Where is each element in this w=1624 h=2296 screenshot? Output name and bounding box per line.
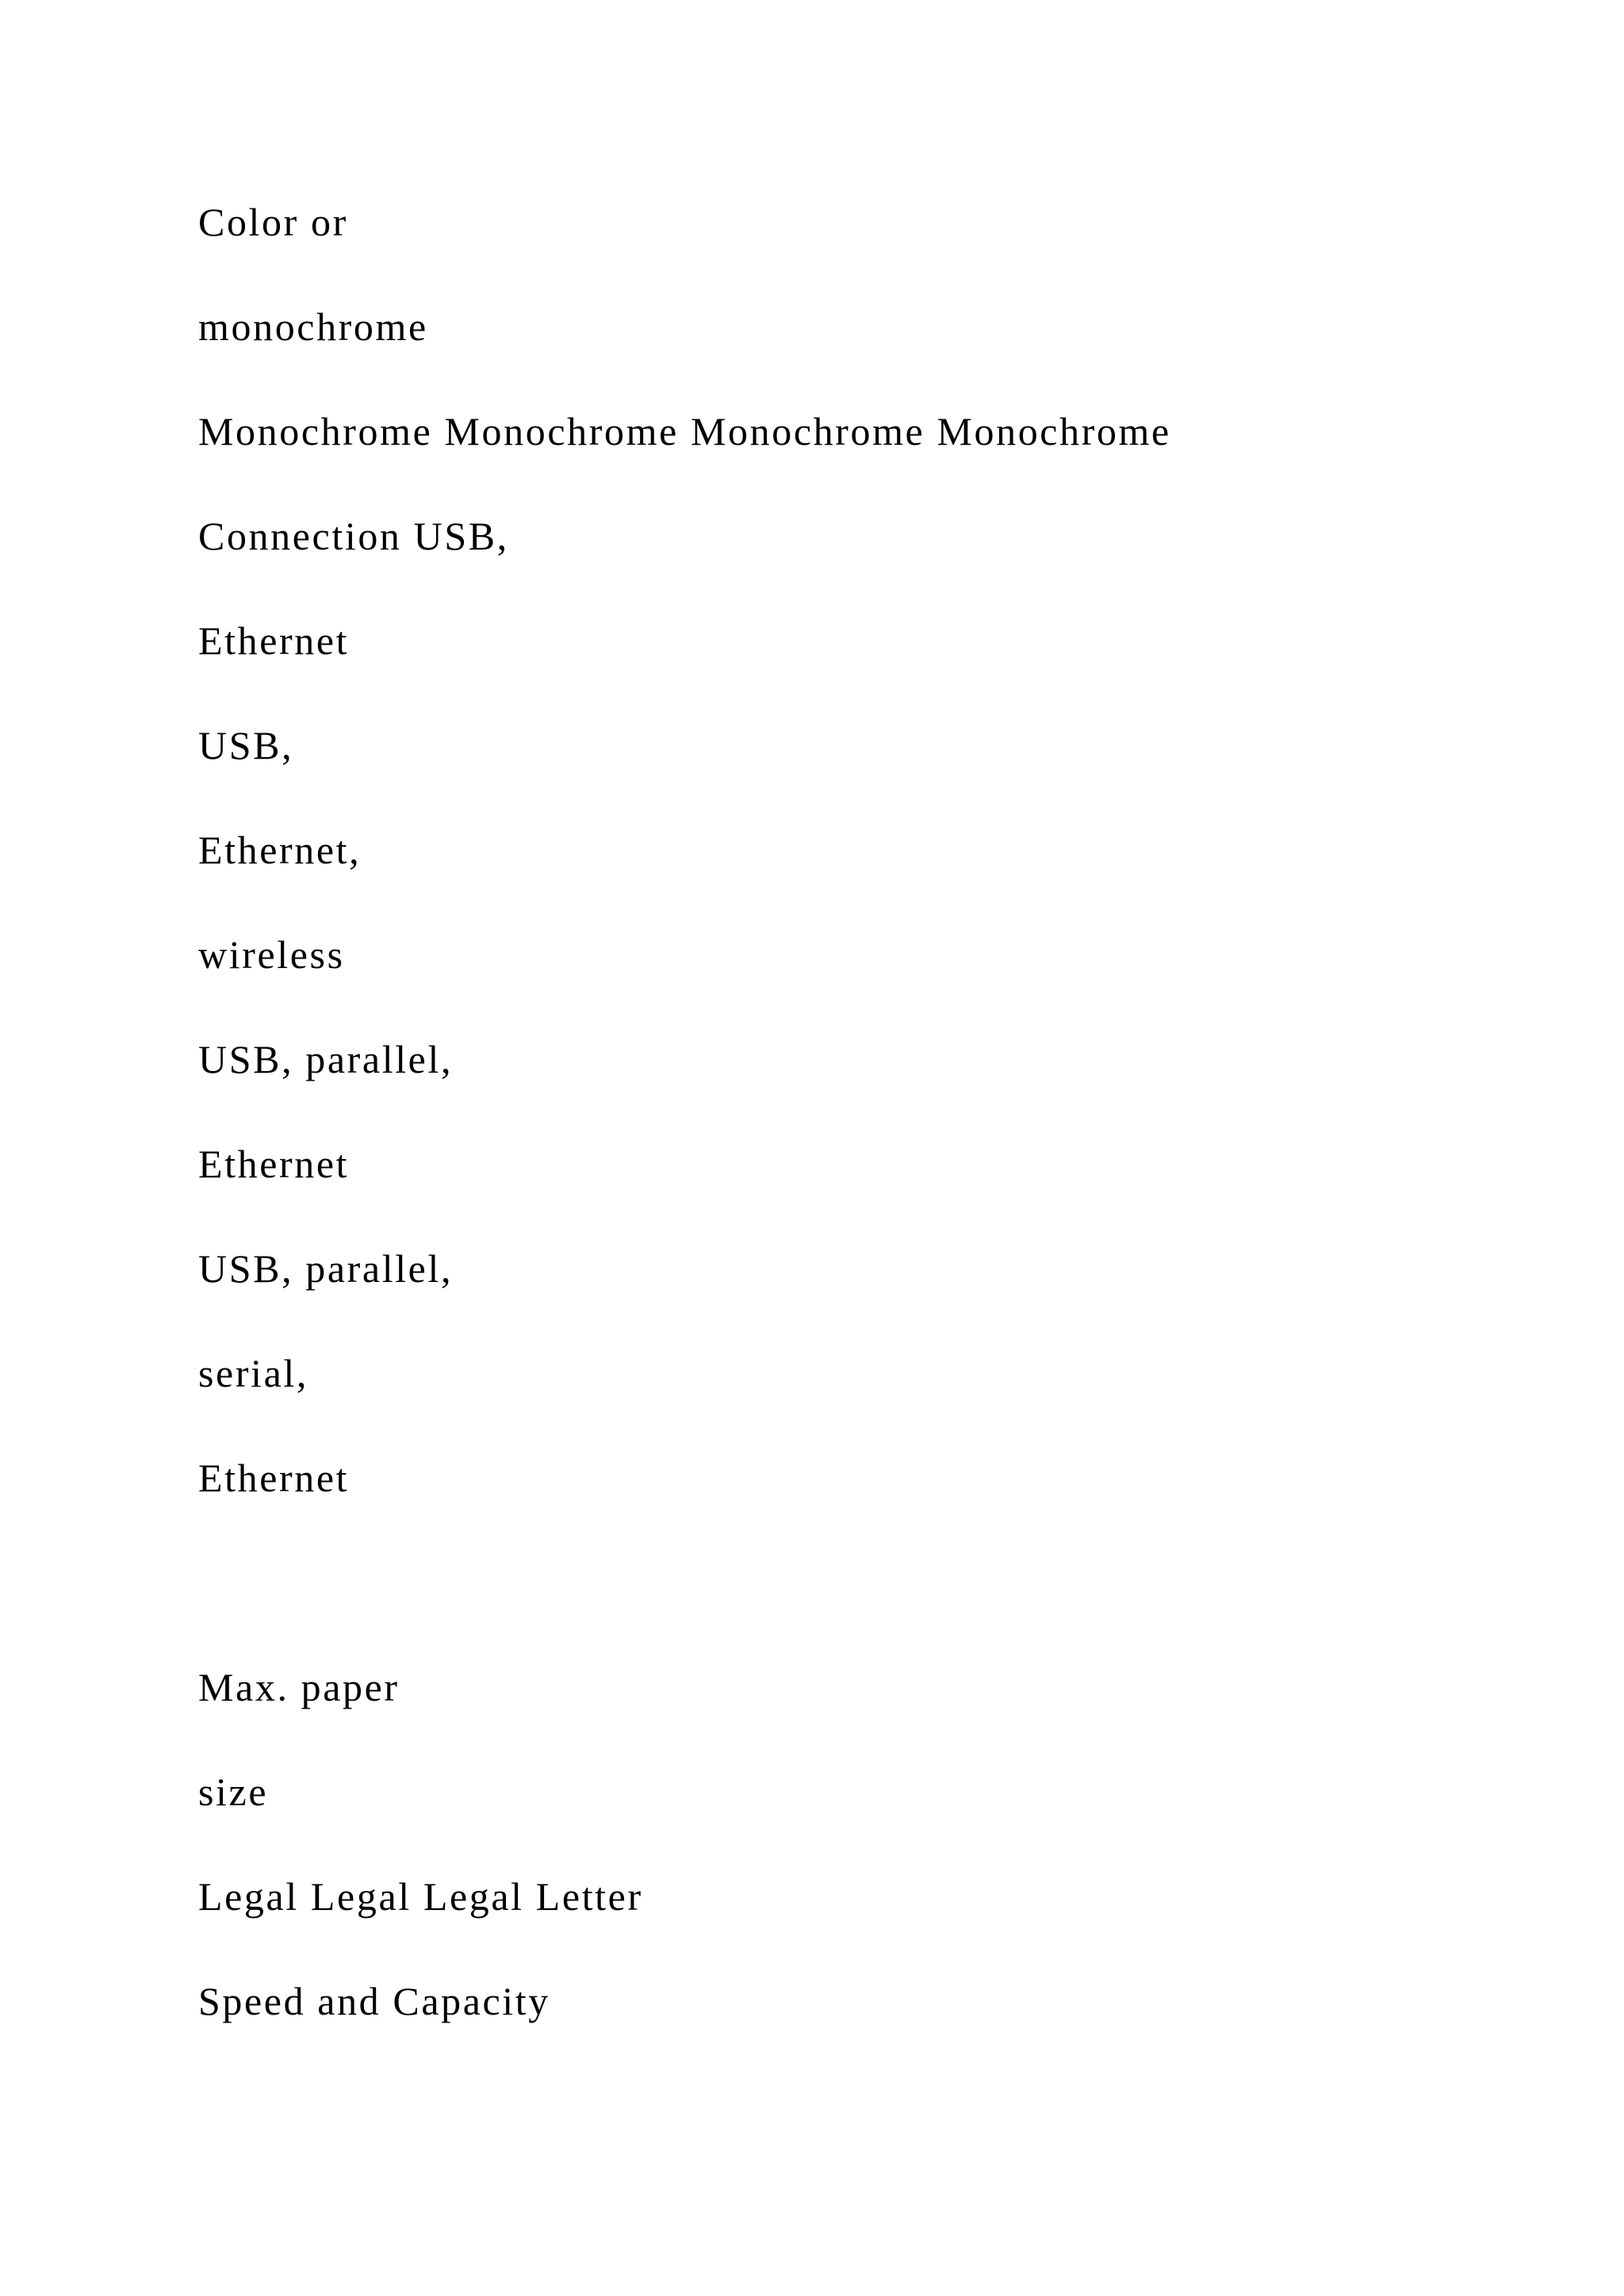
- text-line: Ethernet: [198, 1456, 350, 1500]
- text-line: Legal Legal Legal Letter: [198, 1874, 643, 1919]
- text-line: Monochrome Monochrome Monochrome Monochrome: [198, 409, 1171, 453]
- text-line: USB, parallel,: [198, 1246, 454, 1291]
- text-line: USB,: [198, 723, 294, 767]
- text-line: Ethernet: [198, 618, 350, 663]
- text-line: Connection USB,: [198, 514, 509, 558]
- text-line: wireless: [198, 932, 345, 977]
- text-line: Max. paper: [198, 1665, 400, 1709]
- text-line: monochrome: [198, 304, 428, 349]
- text-line: serial,: [198, 1351, 308, 1395]
- text-line: Speed and Capacity: [198, 1979, 550, 2023]
- text-line: Ethernet: [198, 1142, 350, 1186]
- text-line: Ethernet,: [198, 828, 362, 872]
- text-line: Color or: [198, 200, 348, 244]
- text-line: USB, parallel,: [198, 1037, 454, 1081]
- text-line: size: [198, 1770, 269, 1814]
